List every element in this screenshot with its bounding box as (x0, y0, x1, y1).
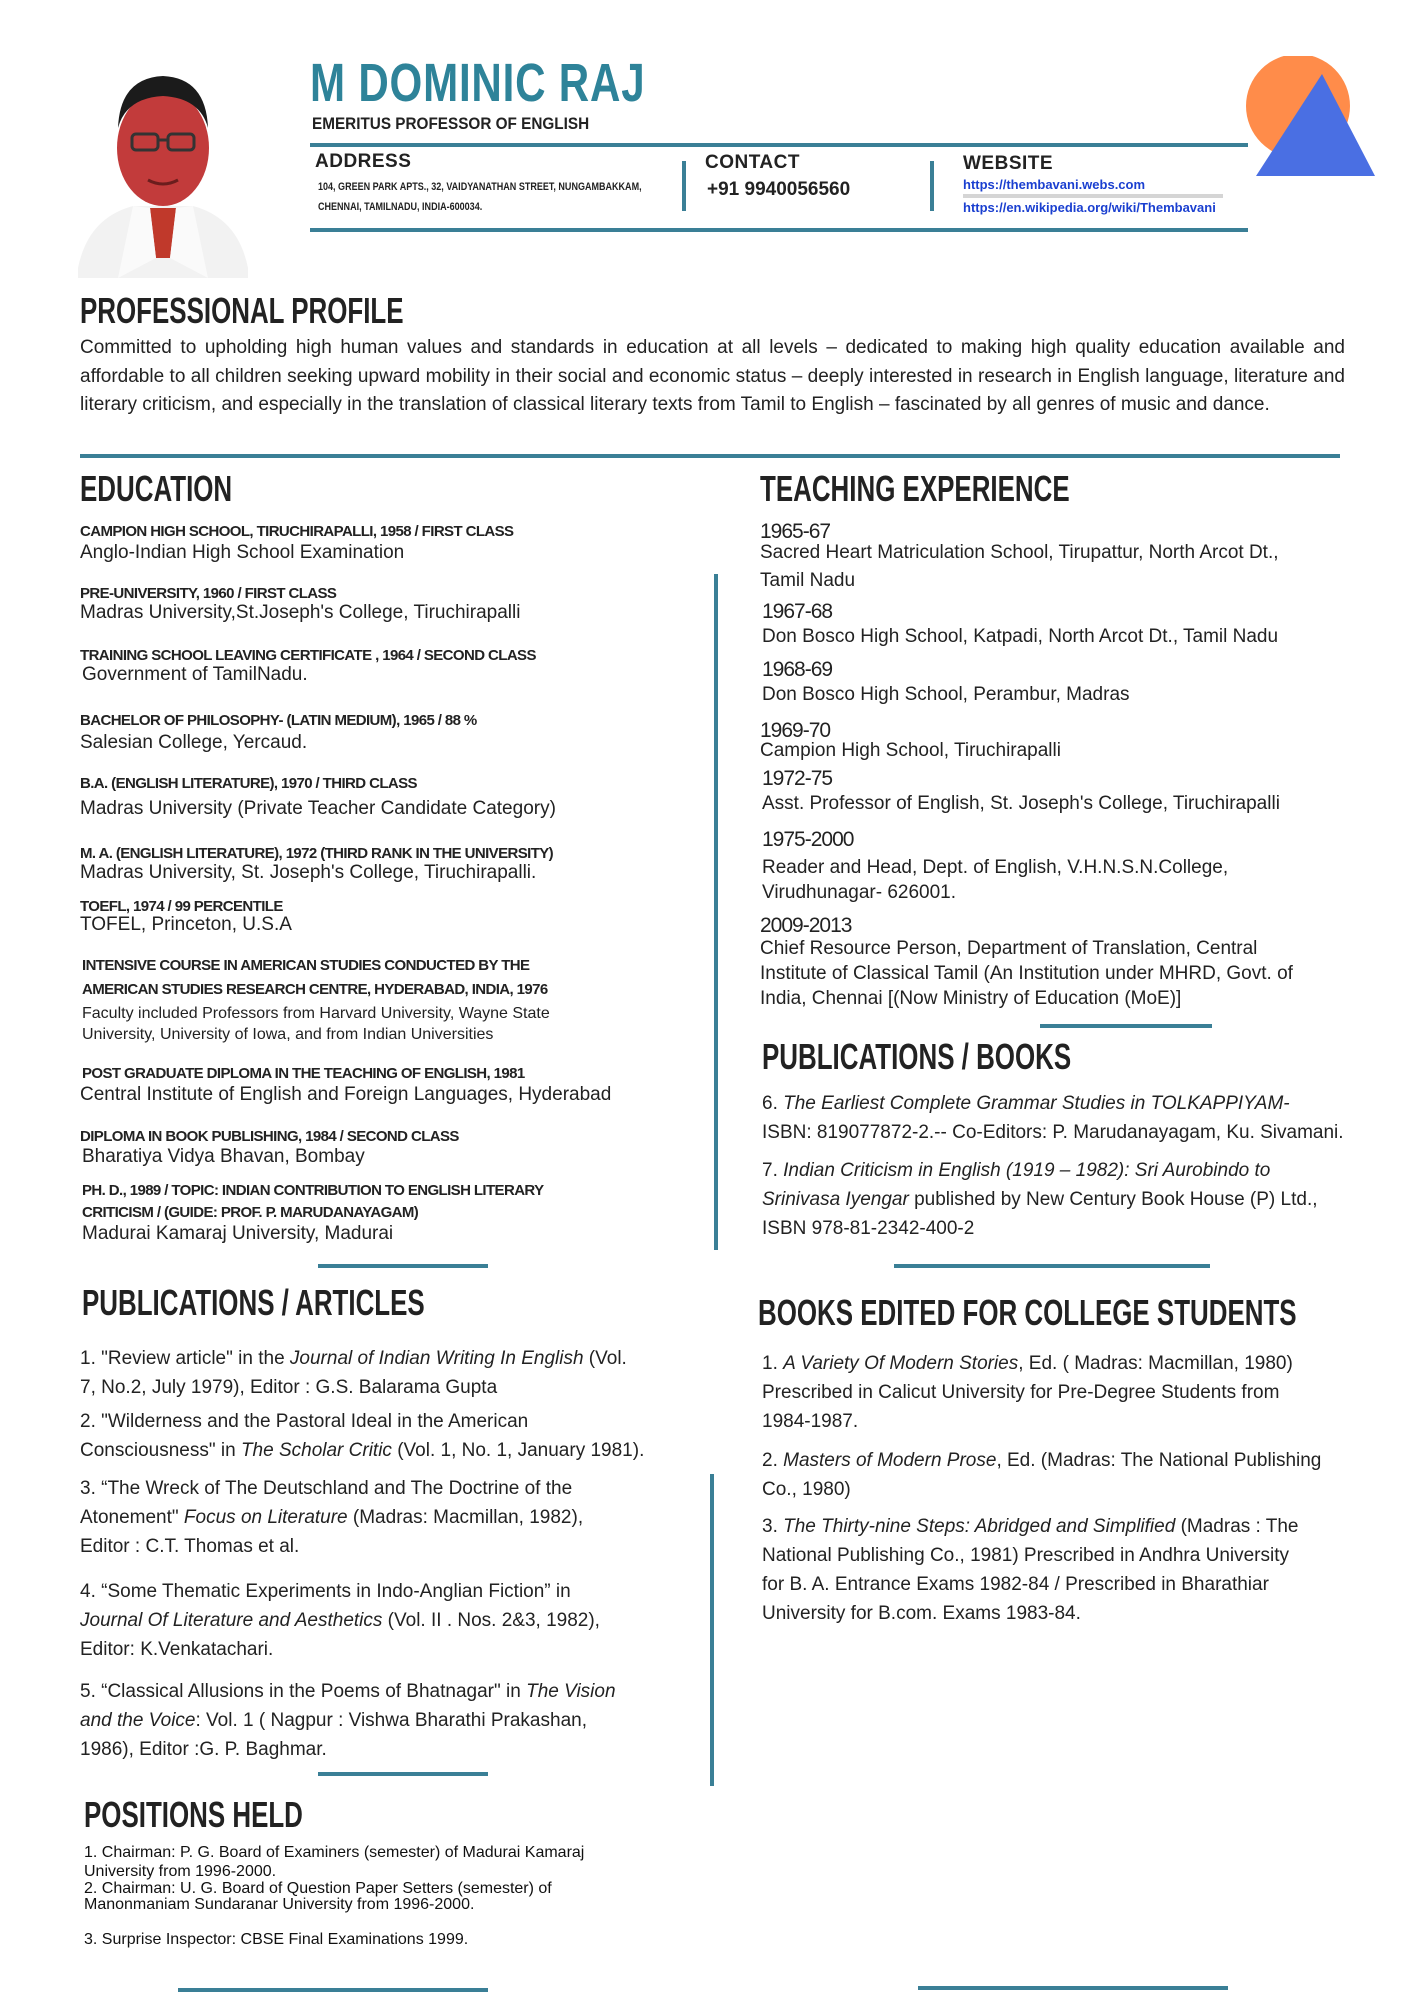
education-detail: Madurai Kamaraj University, Madurai (82, 1223, 394, 1244)
edited-text: Co., 1980) (762, 1479, 851, 1500)
education-item (80, 775, 556, 820)
education-detail: Madras University, St. Joseph's College, Tiruchirapalli. (80, 862, 537, 883)
position-item-3: 3. Surprise Inspector: CBSE Final Examinations 1999. (84, 1931, 469, 1948)
contact-label: CONTACT (705, 152, 800, 173)
edited-title: A Variety Of Modern Stories (783, 1353, 1019, 1374)
education-title: BACHELOR OF PHILOSOPHY- (LATIN MEDIUM), 1965 / 88 % (80, 712, 477, 729)
article-journal: Focus on Literature (183, 1507, 348, 1528)
position-text: University from 1996-2000. (84, 1863, 277, 1880)
teaching-item (760, 914, 1293, 1011)
education-detail: TOFEL, Princeton, U.S.A (80, 914, 292, 935)
article-journal: Journal Of Literature and Aesthetics (80, 1610, 383, 1631)
education-item (80, 647, 536, 686)
edited-item-3 (762, 1512, 1299, 1628)
article-text: Consciousness" in (80, 1440, 241, 1461)
website-label: WEBSITE (963, 153, 1054, 174)
article-text: 1. "Review article" in the (80, 1348, 290, 1369)
articles-heading: PUBLICATIONS / ARTICLES (82, 1282, 425, 1323)
article-journal: Journal of Indian Writing In English (289, 1348, 584, 1369)
edited-text: (Madras : The (1175, 1516, 1299, 1537)
education-title-line: AMERICAN STUDIES RESEARCH CENTRE, HYDERABAD, INDIA, 1976 (82, 981, 548, 998)
link-underline (963, 194, 1223, 198)
education-detail-line: University, University of Iowa, and from Indian Universities (82, 1026, 494, 1043)
position-text: Manonmaniam Sundaranar University from 1996-2000. (84, 1896, 475, 1913)
education-item (80, 845, 553, 884)
edited-text: , Ed. (Madras: The National Publishing (996, 1450, 1322, 1471)
education-title: TRAINING SCHOOL LEAVING CERTIFICATE , 1964 / SECOND CLASS (80, 647, 536, 664)
articles-bottom-rule (318, 1772, 488, 1776)
header-rule-bottom (310, 228, 1248, 232)
teaching-years: 1975-2000 (762, 828, 854, 851)
edited-text: Prescribed in Calicut University for Pre-Degree Students from (762, 1382, 1280, 1403)
article-text: Editor : C.T. Thomas et al. (80, 1536, 300, 1557)
education-detail-line: Faculty included Professors from Harvard University, Wayne State (82, 1005, 550, 1022)
teaching-years: 2009-2013 (760, 914, 852, 937)
article-text: (Vol. II . Nos. 2&3, 1982), (382, 1610, 600, 1631)
address-label: ADDRESS (315, 151, 412, 172)
education-heading: EDUCATION (80, 468, 233, 509)
teaching-heading: TEACHING EXPERIENCE (760, 468, 1070, 509)
article-item-3 (80, 1474, 583, 1561)
profile-text: Committed to upholding high human values and standards in education at all levels – dedicated to making high quality education available and affordable to all children seeking upward mobility in their social and economic status – deeply interested in research in English language, literature and literary criticism, and especially in the translation of classical literary texts from Tamil to English – fascinated by all genres of music and dance. (80, 337, 1345, 415)
decorative-logo (1240, 56, 1380, 191)
article-text: 4. “Some Thematic Experiments in Indo-Anglian Fiction” in (80, 1581, 571, 1602)
profile-heading: PROFESSIONAL PROFILE (80, 290, 404, 331)
teaching-item (762, 828, 1228, 905)
article-text: Editor: K.Venkatachari. (80, 1639, 274, 1660)
address-line-1: 104, GREEN PARK APTS., 32, VAIDYANATHAN STREET, NUNGAMBAKKAM, (318, 181, 642, 193)
article-item-1 (80, 1344, 627, 1402)
article-text: (Madras: Macmillan, 1982), (347, 1507, 584, 1528)
edited-title: Masters of Modern Prose (783, 1450, 997, 1471)
position-item-1 (84, 1843, 584, 1881)
person-title: EMERITUS PROFESSOR OF ENGLISH (312, 114, 590, 133)
edited-number: 2. (762, 1450, 784, 1471)
education-item (80, 523, 513, 564)
education-item (80, 898, 292, 936)
teaching-line: Tamil Nadu (760, 570, 856, 591)
edited-text: National Publishing Co., 1981) Prescribed in Andhra University (762, 1545, 1289, 1566)
article-text: 5. “Classical Allusions in the Poems of Bhatnagar" in (80, 1681, 527, 1702)
education-title: POST GRADUATE DIPLOMA IN THE TEACHING OF ENGLISH, 1981 (82, 1065, 525, 1082)
page-bottom-rule (918, 1986, 1228, 1990)
education-detail: Madras University,St.Joseph's College, Tiruchirapalli (80, 602, 521, 623)
positions-heading: POSITIONS HELD (84, 1794, 303, 1835)
education-title-line: CRITICISM / (GUIDE: PROF. P. MARUDANAYAGAM) (82, 1204, 419, 1221)
education-title: TOEFL, 1974 / 99 PERCENTILE (80, 898, 283, 915)
book-number: 7. (762, 1160, 784, 1181)
edited-text: for B. A. Entrance Exams 1982-84 / Prescribed in Bharathiar (762, 1574, 1269, 1595)
edited-title: The Thirty-nine Steps: Abridged and Simplified (783, 1516, 1176, 1537)
teaching-item (762, 767, 1280, 816)
education-side-rule (714, 574, 718, 1250)
address-text (318, 177, 646, 217)
edited-item-1 (762, 1349, 1293, 1436)
teaching-line: Asst. Professor of English, St. Joseph's College, Tiruchirapalli (762, 793, 1280, 814)
teaching-years: 1969-70 (760, 719, 831, 742)
teaching-years: 1972-75 (762, 767, 833, 790)
education-detail: Central Institute of English and Foreign Languages, Hyderabad (80, 1084, 612, 1105)
teaching-bottom-rule (1040, 1024, 1212, 1028)
education-title-line: PH. D., 1989 / TOPIC: INDIAN CONTRIBUTION TO ENGLISH LITERARY (82, 1182, 544, 1199)
teaching-line: Don Bosco High School, Perambur, Madras (762, 684, 1130, 705)
position-item-2 (84, 1881, 552, 1913)
article-item-2 (80, 1407, 644, 1465)
position-text: 2. Chairman: U. G. Board of Question Paper Setters (semester) of (84, 1880, 552, 1897)
book-title: Srinivasa Iyengar (762, 1189, 909, 1210)
education-item (80, 1128, 459, 1168)
books-heading: PUBLICATIONS / BOOKS (762, 1036, 1072, 1077)
education-detail: Government of TamilNadu. (82, 664, 308, 685)
education-detail: Salesian College, Yercaud. (80, 732, 308, 753)
education-item (82, 957, 550, 1045)
article-text: Atonement" (80, 1507, 184, 1528)
profile-rule (80, 454, 1340, 458)
article-journal: The Vision (526, 1681, 616, 1702)
edited-number: 3. (762, 1516, 784, 1537)
phone-number: +91 9940056560 (707, 179, 851, 200)
book-detail: ISBN 978-81-2342-400-2 (762, 1218, 975, 1239)
teaching-years: 1967-68 (762, 600, 833, 623)
article-text: : Vol. 1 ( Nagpur : Vishwa Bharathi Prakashan, (195, 1710, 587, 1731)
edited-number: 1. (762, 1353, 784, 1374)
article-item-4 (80, 1577, 600, 1664)
positions-bottom-rule (178, 1988, 488, 1992)
edited-text: 1984-1987. (762, 1411, 859, 1432)
edited-text: , Ed. ( Madras: Macmillan, 1980) (1018, 1353, 1293, 1374)
edited-heading: BOOKS EDITED FOR COLLEGE STUDENTS (758, 1292, 1297, 1333)
article-journal: The Scholar Critic (240, 1440, 392, 1461)
education-detail: Anglo-Indian High School Examination (80, 542, 405, 563)
book-title: The Earliest Complete Grammar Studies in TOLKAPPIYAM- (783, 1093, 1290, 1114)
website-link-1[interactable]: https://thembavani.webs.com (963, 177, 1146, 192)
profile-photo (78, 58, 248, 278)
website-link-2[interactable]: https://en.wikipedia.org/wiki/Thembavani (963, 200, 1216, 215)
book-detail: published by New Century Book House (P) Ltd., (908, 1189, 1318, 1210)
article-text: 7, No.2, July 1979), Editor : G.S. Balarama Gupta (80, 1377, 498, 1398)
article-item-5 (80, 1677, 616, 1764)
education-title: DIPLOMA IN BOOK PUBLISHING, 1984 / SECOND CLASS (80, 1128, 459, 1145)
article-journal: and the Voice (80, 1710, 196, 1731)
book-number: 6. (762, 1093, 784, 1114)
education-item (80, 712, 477, 754)
teaching-item (762, 658, 1130, 707)
teaching-line: Reader and Head, Dept. of English, V.H.N.S.N.College, (762, 857, 1229, 878)
article-text: 2. "Wilderness and the Pastoral Ideal in the American (80, 1411, 529, 1432)
education-item (80, 585, 520, 624)
education-title-line: INTENSIVE COURSE IN AMERICAN STUDIES CONDUCTED BY THE (82, 957, 530, 974)
education-title: M. A. (ENGLISH LITERATURE), 1972 (THIRD RANK IN THE UNIVERSITY) (80, 845, 554, 862)
teaching-line: Chief Resource Person, Department of Translation, Central (760, 938, 1258, 959)
article-text: 3. “The Wreck of The Deutschland and The Doctrine of the (80, 1478, 573, 1499)
education-detail: Bharatiya Vidya Bhavan, Bombay (82, 1146, 365, 1167)
book-item-6 (762, 1089, 1344, 1147)
education-item (82, 1065, 611, 1106)
teaching-item (760, 520, 1279, 593)
article-text: (Vol. 1, No. 1, January 1981). (391, 1440, 645, 1461)
teaching-line: Sacred Heart Matriculation School, Tirupattur, North Arcot Dt., (760, 542, 1279, 563)
address-line-2: CHENNAI, TAMILNADU, INDIA-600034. (318, 201, 483, 213)
education-bottom-rule (318, 1264, 488, 1268)
education-detail: Madras University (Private Teacher Candidate Category) (80, 798, 556, 819)
position-text: 1. Chairman: P. G. Board of Examiners (semester) of Madurai Kamaraj (84, 1844, 585, 1861)
education-title: CAMPION HIGH SCHOOL, TIRUCHIRAPALLI, 1958 / FIRST CLASS (80, 523, 514, 540)
teaching-years: 1968-69 (762, 658, 833, 681)
book-detail: ISBN: 819077872-2.-- Co-Editors: P. Marudanayagam, Ku. Sivamani. (762, 1122, 1344, 1143)
teaching-line: Virudhunagar- 626001. (762, 882, 957, 903)
education-title: B.A. (ENGLISH LITERATURE), 1970 / THIRD CLASS (80, 775, 417, 792)
teaching-line: Don Bosco High School, Katpadi, North Arcot Dt., Tamil Nadu (762, 626, 1279, 647)
teaching-item (760, 719, 1061, 763)
book-title: Indian Criticism in English (1919 – 1982): Sri Aurobindo to (783, 1160, 1271, 1181)
teaching-line: Campion High School, Tiruchirapalli (760, 740, 1061, 761)
edited-text: University for B.com. Exams 1983-84. (762, 1603, 1081, 1624)
header-divider-2 (930, 161, 934, 211)
books-bottom-rule (894, 1264, 1210, 1268)
teaching-item (762, 600, 1278, 649)
header-divider-1 (682, 161, 686, 211)
person-name: M DOMINIC RAJ (310, 53, 646, 113)
articles-side-rule (710, 1474, 714, 1786)
teaching-line: India, Chennai [(Now Ministry of Education (MoE)] (760, 988, 1182, 1009)
teaching-line: Institute of Classical Tamil (An Institution under MHRD, Govt. of (760, 963, 1293, 984)
teaching-years: 1965-67 (760, 520, 831, 543)
edited-item-2 (762, 1446, 1321, 1504)
education-title: PRE-UNIVERSITY, 1960 / FIRST CLASS (80, 585, 337, 602)
education-item (82, 1182, 544, 1245)
header-rule-top (310, 143, 1248, 147)
article-text: (Vol. (583, 1348, 627, 1369)
article-text: 1986), Editor :G. P. Baghmar. (80, 1739, 327, 1760)
book-item-7 (762, 1156, 1318, 1243)
